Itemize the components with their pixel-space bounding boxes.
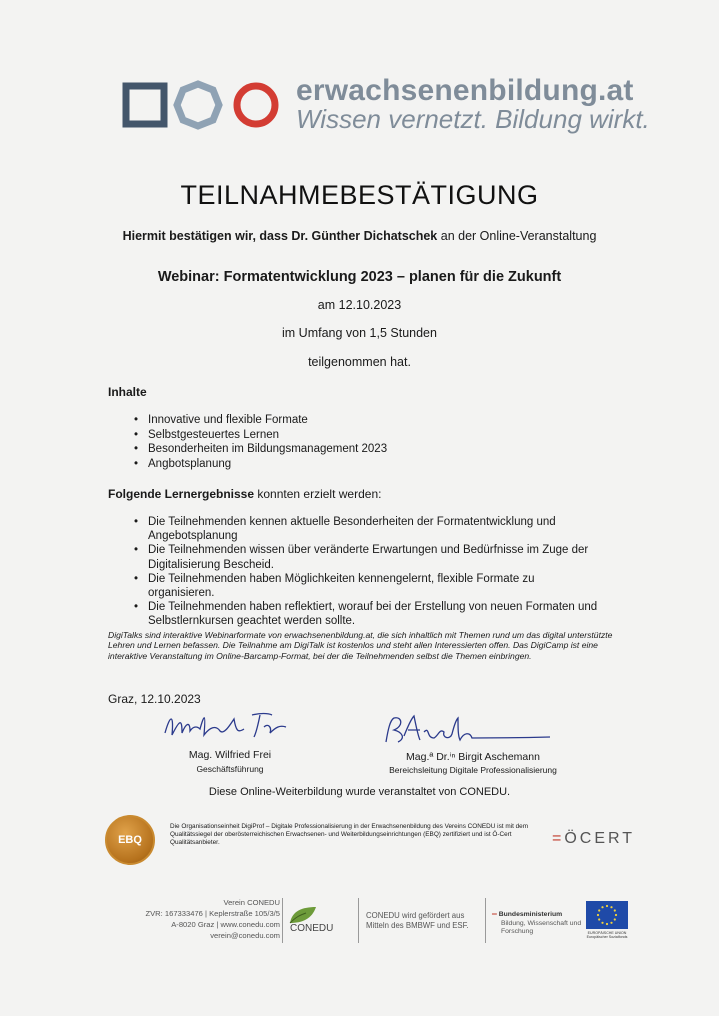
quality-statement: Die Organisationseinheit DigiProf – Digitale Professionalisierung in der Erwachsenenbildung des Vereins CONEDU ist mit dem Qualitätssiegel der oberösterreichischen Erwachsenen- und Weiterbildungseinrichtungen (EBQ) zertifiziert und ist Ö-Cert Qualitätsanbieter. xyxy=(170,823,529,847)
certificate-title: TEILNAHMEBESTÄTIGUNG xyxy=(180,180,539,210)
ministry-name: Bundesministerium xyxy=(498,911,563,918)
list-item: • Selbstgesteuertes Lernen xyxy=(134,428,614,443)
organized-by: Diese Online-Weiterbildung wurde veranstaltet von CONEDU. xyxy=(208,786,511,798)
event-participated: teilgenommen hat. xyxy=(308,355,411,369)
logo-circle-icon xyxy=(237,86,275,124)
divider xyxy=(485,898,486,943)
ministry-logo xyxy=(492,911,582,937)
place-date: Graz, 12.10.2023 xyxy=(108,692,201,706)
outcomes-heading-bold: Folgende Lernergebnisse xyxy=(108,487,255,501)
list-item: • Angbotsplanung xyxy=(134,457,614,472)
signatory-1-role: Geschäftsführung xyxy=(196,764,264,774)
list-item: • Die Teilnehmenden haben Möglichkeiten kennengelernt, flexible Formate zu organisieren. xyxy=(134,572,604,600)
oecert-logo xyxy=(552,830,635,848)
contents-list xyxy=(134,413,614,471)
footer-line: Verein CONEDU xyxy=(223,898,280,907)
signatory-2-role: Bereichsleitung Digitale Professionalisierung xyxy=(389,765,557,775)
intro-rest: an der Online-Veranstaltung xyxy=(437,229,597,243)
contents-heading: Inhalte xyxy=(108,385,147,399)
footer-line: ZVR: 167333476 | Keplerstraße 105/3/5 xyxy=(145,909,280,918)
signature-frei xyxy=(160,705,290,745)
signature-aschemann xyxy=(380,712,555,748)
list-item: • Besonderheiten im Bildungsmanagement 2023 xyxy=(134,442,614,457)
funding-text: CONEDU wird gefördert aus Mitteln des BMBWF und ESF. xyxy=(366,911,469,930)
logo-octagon-icon xyxy=(177,84,219,126)
divider xyxy=(282,898,283,943)
outcomes-heading-rest: konnten erzielt werden: xyxy=(254,487,382,501)
certificate-intro xyxy=(0,229,719,243)
brand-name: erwachsenenbildung.at xyxy=(296,74,634,107)
footer-line: A-8020 Graz | www.conedu.com xyxy=(171,920,280,929)
divider xyxy=(358,898,359,943)
ministry-sub: Bildung, Wissenschaft und Forschung xyxy=(501,919,582,935)
austria-flag-icon: ═ xyxy=(492,911,497,918)
list-item: • Die Teilnehmenden kennen aktuelle Besonderheiten der Formatentwicklung und Angebotsplanung xyxy=(134,515,604,543)
logo-shapes xyxy=(122,80,282,132)
logo-square-icon xyxy=(126,86,164,124)
conedu-label: CONEDU xyxy=(290,923,334,934)
event-date: am 12.10.2023 xyxy=(317,298,402,312)
intro-name: Hiermit bestätigen wir, dass Dr. Günther Dichatschek xyxy=(122,229,438,243)
outcomes-list xyxy=(134,515,604,629)
signatory-2-name: Mag.ª Dr.ⁱⁿ Birgit Aschemann xyxy=(406,751,540,763)
footer-association xyxy=(110,897,280,941)
event-duration: im Umfang von 1,5 Stunden xyxy=(282,326,437,340)
eu-label: EUROPÄISCHE UNION Europäischer Sozialfonds xyxy=(586,931,628,939)
brand-tagline: Wissen vernetzt. Bildung wirkt. xyxy=(296,104,650,134)
list-item: • Die Teilnehmenden haben reflektiert, worauf bei der Erstellung von neuen Formaten und Selbstlernkursen geachtet werden sollte. xyxy=(134,600,604,628)
eu-flag-icon xyxy=(586,901,628,929)
ebq-seal-icon: EBQ xyxy=(105,815,155,865)
digitalks-description: DigiTalks sind interaktive Webinarformate von erwachsenenbildung.at, die sich inhaltlich mit Themen rund um das digital unterstützte Lehren und Lernen befassen. Die Teilnahme am DigiTalk ist kostenlos und steht allen Interessierten offen. Das DigiCamp ist eine interaktive Veranstaltung im Online-Barcamp-Format, bei der die Teilnehmenden selbst die Themen einbringen. xyxy=(108,630,613,661)
list-item: • Die Teilnehmenden wissen über veränderte Erwartungen und Bedürfnisse im Zuge der Digitalisierung Bescheid. xyxy=(134,543,604,571)
oecert-label: ÖCERT xyxy=(564,830,636,847)
signatory-1-name: Mag. Wilfried Frei xyxy=(188,749,272,761)
oecert-mark-icon: = xyxy=(552,830,565,847)
list-item: • Innovative und flexible Formate xyxy=(134,413,614,428)
conedu-leaf-icon xyxy=(288,905,318,925)
footer-line: verein@conedu.com xyxy=(210,931,280,940)
event-title: Webinar: Formatentwicklung 2023 – planen für die Zukunft xyxy=(157,269,562,285)
outcomes-heading xyxy=(108,487,381,501)
